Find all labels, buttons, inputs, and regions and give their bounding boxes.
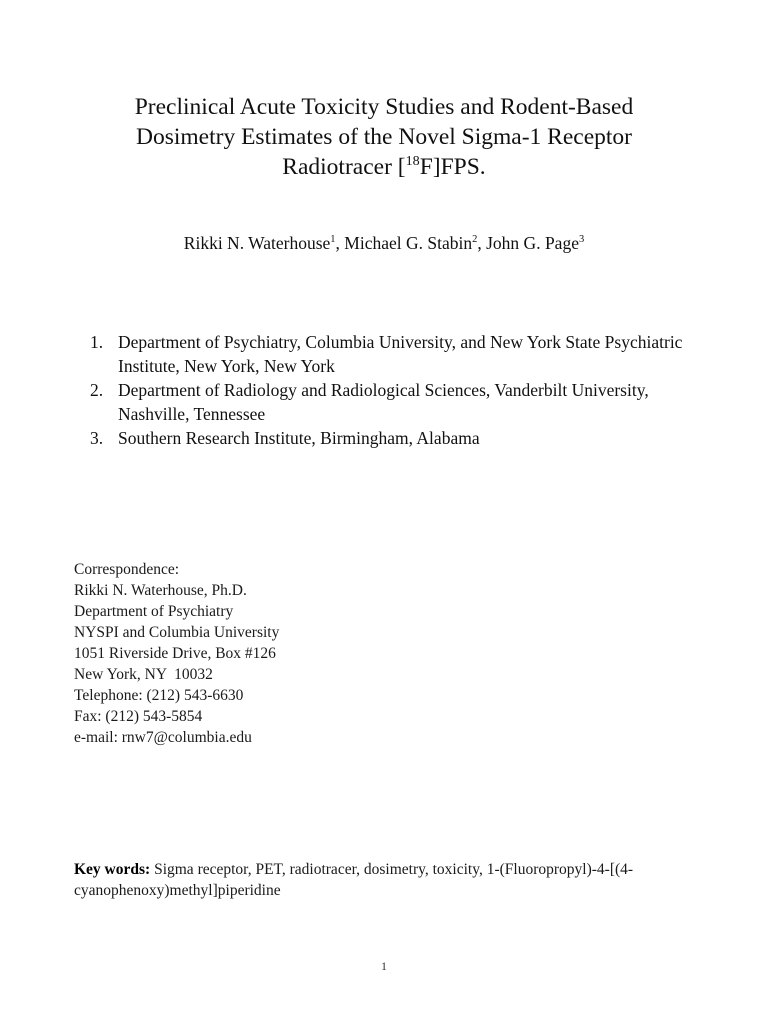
keywords-section [74, 859, 704, 901]
keywords-label: Key words: [74, 861, 151, 878]
correspondence-street: 1051 Riverside Drive, Box #126 [74, 645, 276, 662]
affiliation-item [90, 330, 710, 378]
affiliation-text: Department of Radiology and Radiological Sciences, Vanderbilt University, Nashville, Tennessee [118, 380, 649, 424]
correspondence-telephone: Telephone: (212) 543-6630 [74, 687, 244, 704]
affiliation-item [90, 426, 710, 450]
author-separator: , [477, 233, 487, 253]
correspondence-fax: Fax: (212) 543-5854 [74, 708, 203, 725]
author-affil-mark: 1 [330, 234, 336, 246]
page-number: 1 [381, 959, 387, 973]
affiliation-text: Department of Psychiatry, Columbia University, and New York State Psychiatric Institute, New York, New York [118, 332, 683, 376]
isotope-superscript: 18 [405, 153, 420, 170]
title-line-3-suffix: F]FPS. [419, 154, 486, 180]
affiliation-number: 1. [90, 332, 104, 352]
paper-title [60, 92, 708, 182]
author-name: John G. Page [486, 233, 579, 253]
affiliation-number: 3. [90, 428, 104, 448]
affiliation-text: Southern Research Institute, Birmingham, Alabama [118, 428, 480, 448]
correspondence-city: New York, NY 10032 [74, 666, 213, 683]
correspondence-name: Rikki N. Waterhouse, Ph.D. [74, 582, 247, 599]
affiliation-item [90, 378, 710, 426]
correspondence-department: Department of Psychiatry [74, 603, 234, 620]
author-affil-mark: 3 [578, 234, 585, 246]
affiliation-list [90, 330, 710, 450]
correspondence-organization: NYSPI and Columbia University [74, 624, 280, 641]
correspondence-email: e-mail: rnw7@columbia.edu [74, 729, 252, 746]
correspondence-heading: Correspondence: [74, 561, 180, 578]
title-line-1: Preclinical Acute Toxicity Studies and Rodent-Based [134, 94, 634, 120]
affiliation-number: 2. [90, 380, 104, 400]
title-line-3-prefix: Radiotracer [ [282, 154, 406, 180]
title-line-3 [60, 152, 708, 182]
author-affil-mark: 2 [472, 234, 478, 246]
title-line-2: Dosimetry Estimates of the Novel Sigma-1 Receptor [135, 124, 632, 150]
correspondence-block [74, 559, 474, 748]
author-name: Michael G. Stabin [344, 233, 473, 253]
author-list [60, 232, 708, 254]
keywords-text: Sigma receptor, PET, radiotracer, dosimetry, toxicity, 1-(Fluoropropyl)-4-[(4-cyanophenoxy)methyl]piperidine [74, 861, 634, 899]
author-name: Rikki N. Waterhouse [183, 233, 331, 253]
author-separator: , [335, 233, 345, 253]
